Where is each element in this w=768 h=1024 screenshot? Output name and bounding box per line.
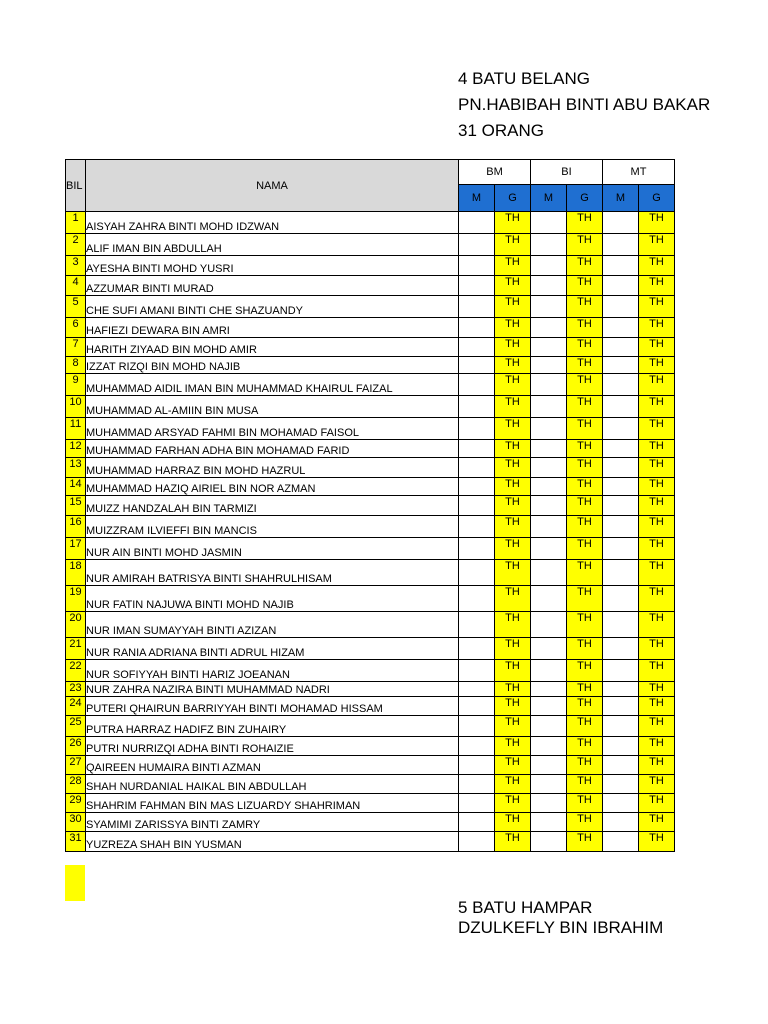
- mark-g-cell[interactable]: TH: [495, 756, 531, 775]
- table-row: [66, 296, 675, 318]
- student-name: MUHAMMAD AIDIL IMAN BIN MUHAMMAD KHAIRUL FAIZAL: [86, 374, 459, 396]
- mark-m-cell[interactable]: [459, 794, 495, 813]
- mark-m-cell[interactable]: [531, 418, 567, 440]
- mark-g-cell[interactable]: TH: [639, 516, 675, 538]
- table-row: [66, 338, 675, 357]
- table-row: [66, 697, 675, 716]
- mark-g-cell[interactable]: TH: [495, 560, 531, 586]
- row-number: 27: [66, 756, 86, 775]
- row-number: 20: [66, 612, 86, 638]
- mark-m-cell[interactable]: [459, 775, 495, 794]
- row-number: 2: [66, 234, 86, 256]
- mark-g-cell[interactable]: TH: [567, 374, 603, 396]
- student-name: IZZAT RIZQI BIN MOHD NAJIB: [86, 357, 459, 374]
- student-name: MUHAMMAD FARHAN ADHA BIN MOHAMAD FARID: [86, 440, 459, 458]
- mark-g-cell[interactable]: TH: [567, 338, 603, 357]
- mark-m-cell[interactable]: [603, 256, 639, 276]
- row-number: 7: [66, 338, 86, 357]
- mark-m-cell[interactable]: [603, 638, 639, 660]
- table-row: [66, 418, 675, 440]
- mark-m-cell[interactable]: [531, 256, 567, 276]
- m-header: M: [531, 185, 567, 212]
- mark-m-cell[interactable]: [459, 338, 495, 357]
- mark-m-cell[interactable]: [531, 682, 567, 697]
- table-row: [66, 794, 675, 813]
- mark-m-cell[interactable]: [531, 716, 567, 737]
- table-row: [66, 357, 675, 374]
- mark-m-cell[interactable]: [459, 396, 495, 418]
- student-name: NUR RANIA ADRIANA BINTI ADRUL HIZAM: [86, 638, 459, 660]
- mark-m-cell[interactable]: [603, 418, 639, 440]
- row-number: 19: [66, 586, 86, 612]
- student-name: NUR ZAHRA NAZIRA BINTI MUHAMMAD NADRI: [86, 682, 459, 697]
- mark-m-cell[interactable]: [603, 560, 639, 586]
- mark-g-cell[interactable]: TH: [639, 256, 675, 276]
- mark-m-cell[interactable]: [531, 496, 567, 516]
- student-name: NUR IMAN SUMAYYAH BINTI AZIZAN: [86, 612, 459, 638]
- mark-g-cell[interactable]: TH: [567, 296, 603, 318]
- mark-m-cell[interactable]: [531, 586, 567, 612]
- g-header: G: [639, 185, 675, 212]
- row-number: 10: [66, 396, 86, 418]
- table-row: [66, 234, 675, 256]
- mark-m-cell[interactable]: [459, 586, 495, 612]
- g-header: G: [567, 185, 603, 212]
- mark-g-cell[interactable]: TH: [567, 813, 603, 832]
- mark-m-cell[interactable]: [531, 357, 567, 374]
- mark-m-cell[interactable]: [603, 276, 639, 296]
- mark-g-cell[interactable]: TH: [639, 396, 675, 418]
- mark-m-cell[interactable]: [459, 638, 495, 660]
- mark-g-cell[interactable]: TH: [495, 458, 531, 478]
- student-name: MUHAMMAD HAZIQ AIRIEL BIN NOR AZMAN: [86, 478, 459, 496]
- mark-g-cell[interactable]: TH: [639, 832, 675, 852]
- row-number: 4: [66, 276, 86, 296]
- student-name: PUTERI QHAIRUN BARRIYYAH BINTI MOHAMAD HISSAM: [86, 697, 459, 716]
- mark-g-cell[interactable]: TH: [639, 374, 675, 396]
- mark-m-cell[interactable]: [603, 682, 639, 697]
- mark-m-cell[interactable]: [531, 775, 567, 794]
- row-number: 21: [66, 638, 86, 660]
- student-name: SYAMIMI ZARISSYA BINTI ZAMRY: [86, 813, 459, 832]
- mark-m-cell[interactable]: [603, 697, 639, 716]
- table-row: [66, 737, 675, 756]
- table-row: [66, 756, 675, 775]
- mark-m-cell[interactable]: [459, 612, 495, 638]
- mark-g-cell[interactable]: TH: [495, 338, 531, 357]
- mark-g-cell[interactable]: TH: [495, 775, 531, 794]
- student-name: AISYAH ZAHRA BINTI MOHD IDZWAN: [86, 212, 459, 234]
- mark-g-cell[interactable]: TH: [495, 832, 531, 852]
- mark-m-cell[interactable]: [531, 374, 567, 396]
- mark-m-cell[interactable]: [459, 538, 495, 560]
- student-name: MUHAMMAD ARSYAD FAHMI BIN MOHAMAD FAISOL: [86, 418, 459, 440]
- row-number: 3: [66, 256, 86, 276]
- mark-g-cell[interactable]: TH: [639, 458, 675, 478]
- mark-m-cell[interactable]: [531, 478, 567, 496]
- row-number: 14: [66, 478, 86, 496]
- mark-g-cell[interactable]: TH: [567, 276, 603, 296]
- mark-g-cell[interactable]: TH: [639, 813, 675, 832]
- mark-g-cell[interactable]: TH: [495, 682, 531, 697]
- mark-m-cell[interactable]: [531, 212, 567, 234]
- mark-g-cell[interactable]: TH: [639, 478, 675, 496]
- mark-g-cell[interactable]: TH: [639, 496, 675, 516]
- nama-header: NAMA: [86, 160, 459, 212]
- mark-g-cell[interactable]: TH: [567, 496, 603, 516]
- mark-g-cell[interactable]: TH: [495, 737, 531, 756]
- student-name: NUR SOFIYYAH BINTI HARIZ JOEANAN: [86, 660, 459, 682]
- mark-m-cell[interactable]: [531, 813, 567, 832]
- mark-g-cell[interactable]: TH: [495, 660, 531, 682]
- mark-m-cell[interactable]: [531, 538, 567, 560]
- mark-m-cell[interactable]: [603, 396, 639, 418]
- mark-m-cell[interactable]: [459, 756, 495, 775]
- mark-m-cell[interactable]: [531, 458, 567, 478]
- mark-g-cell[interactable]: TH: [567, 737, 603, 756]
- mark-m-cell[interactable]: [603, 318, 639, 338]
- mark-g-cell[interactable]: TH: [639, 612, 675, 638]
- mark-m-cell[interactable]: [603, 794, 639, 813]
- mark-m-cell[interactable]: [603, 458, 639, 478]
- student-name: AZZUMAR BINTI MURAD: [86, 276, 459, 296]
- mark-m-cell[interactable]: [459, 737, 495, 756]
- student-name: PUTRA HARRAZ HADIFZ BIN ZUHAIRY: [86, 716, 459, 737]
- mark-m-cell[interactable]: [603, 234, 639, 256]
- mark-m-cell[interactable]: [459, 212, 495, 234]
- table-row: [66, 775, 675, 794]
- mark-m-cell[interactable]: [459, 516, 495, 538]
- table-row: [66, 638, 675, 660]
- mark-g-cell[interactable]: TH: [495, 813, 531, 832]
- mark-m-cell[interactable]: [603, 775, 639, 794]
- mark-m-cell[interactable]: [603, 612, 639, 638]
- mark-m-cell[interactable]: [603, 338, 639, 357]
- mark-g-cell[interactable]: TH: [495, 296, 531, 318]
- mark-m-cell[interactable]: [603, 832, 639, 852]
- mark-m-cell[interactable]: [459, 682, 495, 697]
- subject-header-mt: MT: [603, 160, 675, 185]
- row-number: 1: [66, 212, 86, 234]
- mark-m-cell[interactable]: [603, 813, 639, 832]
- mark-g-cell[interactable]: TH: [495, 538, 531, 560]
- mark-m-cell[interactable]: [531, 296, 567, 318]
- mark-g-cell[interactable]: TH: [567, 440, 603, 458]
- student-name: ALIF IMAN BIN ABDULLAH: [86, 234, 459, 256]
- mark-m-cell[interactable]: [531, 318, 567, 338]
- row-number: 18: [66, 560, 86, 586]
- mark-m-cell[interactable]: [531, 516, 567, 538]
- mark-g-cell[interactable]: TH: [567, 396, 603, 418]
- mark-m-cell[interactable]: [531, 396, 567, 418]
- mark-m-cell[interactable]: [459, 418, 495, 440]
- student-name: MUHAMMAD HARRAZ BIN MOHD HAZRUL: [86, 458, 459, 478]
- student-name: SHAHRIM FAHMAN BIN MAS LIZUARDY SHAHRIMAN: [86, 794, 459, 813]
- mark-m-cell[interactable]: [459, 440, 495, 458]
- mark-g-cell[interactable]: TH: [495, 418, 531, 440]
- mark-g-cell[interactable]: TH: [639, 357, 675, 374]
- subject-header-bi: BI: [531, 160, 603, 185]
- mark-g-cell[interactable]: TH: [567, 538, 603, 560]
- row-number: 26: [66, 737, 86, 756]
- table-row: [66, 612, 675, 638]
- mark-g-cell[interactable]: TH: [567, 682, 603, 697]
- mark-g-cell[interactable]: TH: [567, 638, 603, 660]
- mark-m-cell[interactable]: [603, 516, 639, 538]
- mark-g-cell[interactable]: TH: [639, 276, 675, 296]
- mark-g-cell[interactable]: TH: [639, 418, 675, 440]
- mark-m-cell[interactable]: [459, 256, 495, 276]
- row-number: 22: [66, 660, 86, 682]
- table-row: [66, 516, 675, 538]
- row-number: 12: [66, 440, 86, 458]
- mark-g-cell[interactable]: TH: [567, 256, 603, 276]
- mark-g-cell[interactable]: TH: [567, 716, 603, 737]
- kelas-value: 4 BATU BELANG: [458, 69, 590, 88]
- table-row: [66, 374, 675, 396]
- kelas-value-2: 5 BATU HAMPAR: [458, 898, 593, 917]
- mark-g-cell[interactable]: TH: [567, 586, 603, 612]
- table-row: [66, 396, 675, 418]
- mark-m-cell[interactable]: [531, 440, 567, 458]
- mark-g-cell[interactable]: TH: [639, 697, 675, 716]
- row-number: 11: [66, 418, 86, 440]
- mark-m-cell[interactable]: [459, 496, 495, 516]
- mark-g-cell[interactable]: TH: [567, 660, 603, 682]
- mark-g-cell[interactable]: TH: [495, 396, 531, 418]
- row-number: 29: [66, 794, 86, 813]
- student-name: HARITH ZIYAAD BIN MOHD AMIR: [86, 338, 459, 357]
- mark-g-cell[interactable]: TH: [639, 318, 675, 338]
- attendance-table: [65, 159, 675, 852]
- student-name: NUR AMIRAH BATRISYA BINTI SHAHRULHISAM: [86, 560, 459, 586]
- mark-g-cell[interactable]: TH: [567, 697, 603, 716]
- row-number: 24: [66, 697, 86, 716]
- mark-g-cell[interactable]: TH: [567, 612, 603, 638]
- mark-m-cell[interactable]: [459, 560, 495, 586]
- mark-m-cell[interactable]: [603, 586, 639, 612]
- guru-value: PN.HABIBAH BINTI ABU BAKAR: [458, 95, 711, 114]
- table-row: [66, 538, 675, 560]
- mark-m-cell[interactable]: [603, 440, 639, 458]
- row-number: 15: [66, 496, 86, 516]
- row-number: 23: [66, 682, 86, 697]
- mark-m-cell[interactable]: [603, 374, 639, 396]
- mark-m-cell[interactable]: [603, 478, 639, 496]
- mark-m-cell[interactable]: [531, 756, 567, 775]
- mark-g-cell[interactable]: TH: [495, 716, 531, 737]
- student-name: CHE SUFI AMANI BINTI CHE SHAZUANDY: [86, 296, 459, 318]
- bil-header: BIL: [66, 160, 86, 212]
- student-name: NUR FATIN NAJUWA BINTI MOHD NAJIB: [86, 586, 459, 612]
- mark-m-cell[interactable]: [603, 660, 639, 682]
- student-name: MUHAMMAD AL-AMIIN BIN MUSA: [86, 396, 459, 418]
- mark-m-cell[interactable]: [531, 338, 567, 357]
- table-row: [66, 586, 675, 612]
- table-row: [66, 813, 675, 832]
- table-row: [66, 682, 675, 697]
- mark-m-cell[interactable]: [459, 660, 495, 682]
- mark-g-cell[interactable]: TH: [495, 357, 531, 374]
- student-name: QAIREEN HUMAIRA BINTI AZMAN: [86, 756, 459, 775]
- mark-g-cell[interactable]: TH: [495, 697, 531, 716]
- mark-m-cell[interactable]: [459, 458, 495, 478]
- murid-value: 31 ORANG: [458, 121, 544, 140]
- mark-g-cell[interactable]: TH: [495, 496, 531, 516]
- table-row: [66, 496, 675, 516]
- mark-m-cell[interactable]: [603, 296, 639, 318]
- mark-g-cell[interactable]: TH: [567, 318, 603, 338]
- mark-g-cell[interactable]: TH: [495, 612, 531, 638]
- mark-g-cell[interactable]: TH: [639, 775, 675, 794]
- mark-g-cell[interactable]: TH: [567, 212, 603, 234]
- mark-g-cell[interactable]: TH: [567, 516, 603, 538]
- mark-m-cell[interactable]: [459, 374, 495, 396]
- mark-g-cell[interactable]: TH: [639, 560, 675, 586]
- mark-g-cell[interactable]: TH: [567, 832, 603, 852]
- mark-g-cell[interactable]: TH: [639, 638, 675, 660]
- mark-m-cell[interactable]: [459, 478, 495, 496]
- mark-g-cell[interactable]: TH: [639, 212, 675, 234]
- student-name: SHAH NURDANIAL HAIKAL BIN ABDULLAH: [86, 775, 459, 794]
- bil-column-fill: [65, 865, 85, 901]
- mark-g-cell[interactable]: TH: [639, 296, 675, 318]
- mark-g-cell[interactable]: TH: [495, 212, 531, 234]
- mark-g-cell[interactable]: TH: [639, 338, 675, 357]
- row-number: 31: [66, 832, 86, 852]
- mark-m-cell[interactable]: [459, 697, 495, 716]
- mark-m-cell[interactable]: [459, 716, 495, 737]
- row-number: 25: [66, 716, 86, 737]
- mark-m-cell[interactable]: [603, 756, 639, 775]
- mark-m-cell[interactable]: [459, 296, 495, 318]
- mark-m-cell[interactable]: [531, 832, 567, 852]
- mark-g-cell[interactable]: TH: [639, 660, 675, 682]
- row-number: 28: [66, 775, 86, 794]
- table-row: [66, 560, 675, 586]
- mark-m-cell[interactable]: [459, 832, 495, 852]
- mark-g-cell[interactable]: TH: [639, 756, 675, 775]
- row-number: 8: [66, 357, 86, 374]
- m-header: M: [603, 185, 639, 212]
- mark-g-cell[interactable]: TH: [567, 560, 603, 586]
- mark-g-cell[interactable]: TH: [495, 794, 531, 813]
- table-row: [66, 660, 675, 682]
- row-number: 16: [66, 516, 86, 538]
- table-row: [66, 458, 675, 478]
- mark-g-cell[interactable]: TH: [639, 682, 675, 697]
- mark-g-cell[interactable]: TH: [567, 234, 603, 256]
- mark-m-cell[interactable]: [459, 234, 495, 256]
- student-name: YUZREZA SHAH BIN YUSMAN: [86, 832, 459, 852]
- mark-m-cell[interactable]: [603, 212, 639, 234]
- mark-g-cell[interactable]: TH: [567, 357, 603, 374]
- mark-m-cell[interactable]: [603, 357, 639, 374]
- row-number: 13: [66, 458, 86, 478]
- student-name: HAFIEZI DEWARA BIN AMRI: [86, 318, 459, 338]
- mark-g-cell[interactable]: TH: [495, 374, 531, 396]
- mark-m-cell[interactable]: [459, 357, 495, 374]
- mark-g-cell[interactable]: TH: [495, 440, 531, 458]
- mark-g-cell[interactable]: TH: [567, 478, 603, 496]
- mark-g-cell[interactable]: TH: [495, 586, 531, 612]
- mark-g-cell[interactable]: TH: [567, 775, 603, 794]
- mark-g-cell[interactable]: TH: [639, 794, 675, 813]
- mark-g-cell[interactable]: TH: [567, 418, 603, 440]
- mark-m-cell[interactable]: [531, 234, 567, 256]
- mark-g-cell[interactable]: TH: [495, 256, 531, 276]
- mark-m-cell[interactable]: [531, 560, 567, 586]
- table-row: [66, 440, 675, 458]
- student-name: MUIZZ HANDZALAH BIN TARMIZI: [86, 496, 459, 516]
- mark-g-cell[interactable]: TH: [495, 276, 531, 296]
- mark-g-cell[interactable]: TH: [495, 234, 531, 256]
- mark-m-cell[interactable]: [603, 716, 639, 737]
- table-row: [66, 212, 675, 234]
- guru-value-2: DZULKEFLY BIN IBRAHIM: [458, 918, 664, 937]
- mark-m-cell[interactable]: [459, 813, 495, 832]
- mark-g-cell[interactable]: TH: [639, 716, 675, 737]
- mark-m-cell[interactable]: [603, 538, 639, 560]
- mark-m-cell[interactable]: [603, 496, 639, 516]
- mark-m-cell[interactable]: [603, 737, 639, 756]
- g-header: G: [495, 185, 531, 212]
- row-number: 9: [66, 374, 86, 396]
- student-name: NUR AIN BINTI MOHD JASMIN: [86, 538, 459, 560]
- row-number: 6: [66, 318, 86, 338]
- mark-m-cell[interactable]: [459, 276, 495, 296]
- mark-m-cell[interactable]: [531, 638, 567, 660]
- student-name: MUIZZRAM ILVIEFFI BIN MANCIS: [86, 516, 459, 538]
- mark-g-cell[interactable]: TH: [495, 516, 531, 538]
- table-row: [66, 256, 675, 276]
- mark-g-cell[interactable]: TH: [567, 458, 603, 478]
- mark-m-cell[interactable]: [531, 612, 567, 638]
- table-row: [66, 832, 675, 852]
- table-row: [66, 318, 675, 338]
- mark-g-cell[interactable]: TH: [639, 538, 675, 560]
- mark-m-cell[interactable]: [531, 276, 567, 296]
- mark-g-cell[interactable]: TH: [567, 756, 603, 775]
- mark-g-cell[interactable]: TH: [639, 234, 675, 256]
- mark-g-cell[interactable]: TH: [495, 478, 531, 496]
- table-row: [66, 276, 675, 296]
- mark-m-cell[interactable]: [531, 737, 567, 756]
- mark-m-cell[interactable]: [459, 318, 495, 338]
- subject-header-bm: BM: [459, 160, 531, 185]
- mark-m-cell[interactable]: [531, 794, 567, 813]
- mark-g-cell[interactable]: TH: [567, 794, 603, 813]
- mark-g-cell[interactable]: TH: [639, 440, 675, 458]
- mark-m-cell[interactable]: [531, 697, 567, 716]
- student-name: AYESHA BINTI MOHD YUSRI: [86, 256, 459, 276]
- row-number: 5: [66, 296, 86, 318]
- mark-g-cell[interactable]: TH: [639, 586, 675, 612]
- row-number: 30: [66, 813, 86, 832]
- mark-g-cell[interactable]: TH: [495, 638, 531, 660]
- mark-g-cell[interactable]: TH: [495, 318, 531, 338]
- mark-g-cell[interactable]: TH: [639, 737, 675, 756]
- table-row: [66, 716, 675, 737]
- student-name: PUTRI NURRIZQI ADHA BINTI ROHAIZIE: [86, 737, 459, 756]
- mark-m-cell[interactable]: [531, 660, 567, 682]
- row-number: 17: [66, 538, 86, 560]
- m-header: M: [459, 185, 495, 212]
- table-row: [66, 478, 675, 496]
